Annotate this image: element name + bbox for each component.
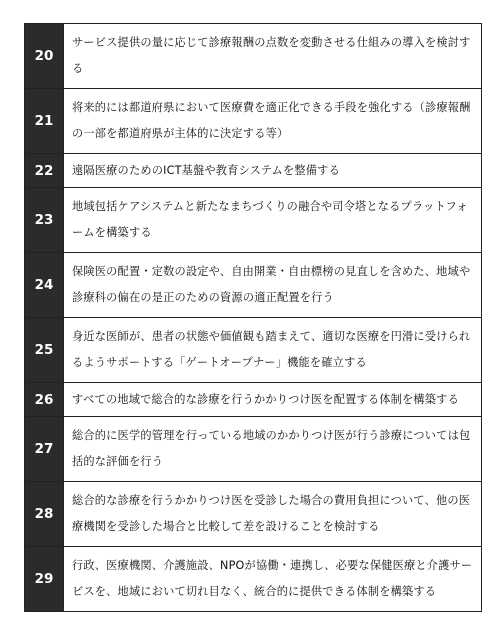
row-number: 23 (25, 188, 64, 253)
row-number: 24 (25, 253, 64, 318)
measures-table (24, 23, 482, 612)
row-text: 保険医の配置・定数の設定や、自由開業・自由標榜の見直しを含めた、地域や診療科の偏在の是正のための資源の適正配置を行う (64, 253, 482, 318)
row-text: 地域包括ケアシステムと新たなまちづくりの融合や司令塔となるプラットフォームを構築する (64, 188, 482, 253)
row-number: 27 (25, 417, 64, 482)
row-text: 総合的な診療を行うかかりつけ医を受診した場合の費用負担について、他の医療機関を受診した場合と比較して差を設けることを検討する (64, 482, 482, 547)
table-row (25, 547, 482, 612)
row-number: 20 (25, 24, 64, 89)
row-number: 25 (25, 318, 64, 383)
row-text: 総合的に医学的管理を行っている地域のかかりつけ医が行う診療については包括的な評価を行う (64, 417, 482, 482)
table-row (25, 188, 482, 253)
table-row (25, 482, 482, 547)
row-text: 行政、医療機関、介護施設、NPOが協働・連携し、必要な保健医療と介護サービスを、地域において切れ目なく、統合的に提供できる体制を構築する (64, 547, 482, 612)
row-text: 遠隔医療のためのICT基盤や教育システムを整備する (64, 154, 482, 188)
row-number: 21 (25, 89, 64, 154)
table-row (25, 417, 482, 482)
row-text: 将来的には都道府県において医療費を適正化できる手段を強化する（診療報酬の一部を都道府県が主体的に決定する等） (64, 89, 482, 154)
row-text: すべての地域で総合的な診療を行うかかりつけ医を配置する体制を構築する (64, 383, 482, 417)
row-number: 22 (25, 154, 64, 188)
table-row (25, 89, 482, 154)
table-row (25, 318, 482, 383)
row-text: サービス提供の量に応じて診療報酬の点数を変動させる仕組みの導入を検討する (64, 24, 482, 89)
row-number: 26 (25, 383, 64, 417)
row-number: 28 (25, 482, 64, 547)
table-row (25, 154, 482, 188)
table-row (25, 24, 482, 89)
row-text: 身近な医師が、患者の状態や価値観も踏まえて、適切な医療を円滑に受けられるようサポートする「ゲートオープナー」機能を確立する (64, 318, 482, 383)
row-number: 29 (25, 547, 64, 612)
table-row (25, 383, 482, 417)
table-row (25, 253, 482, 318)
